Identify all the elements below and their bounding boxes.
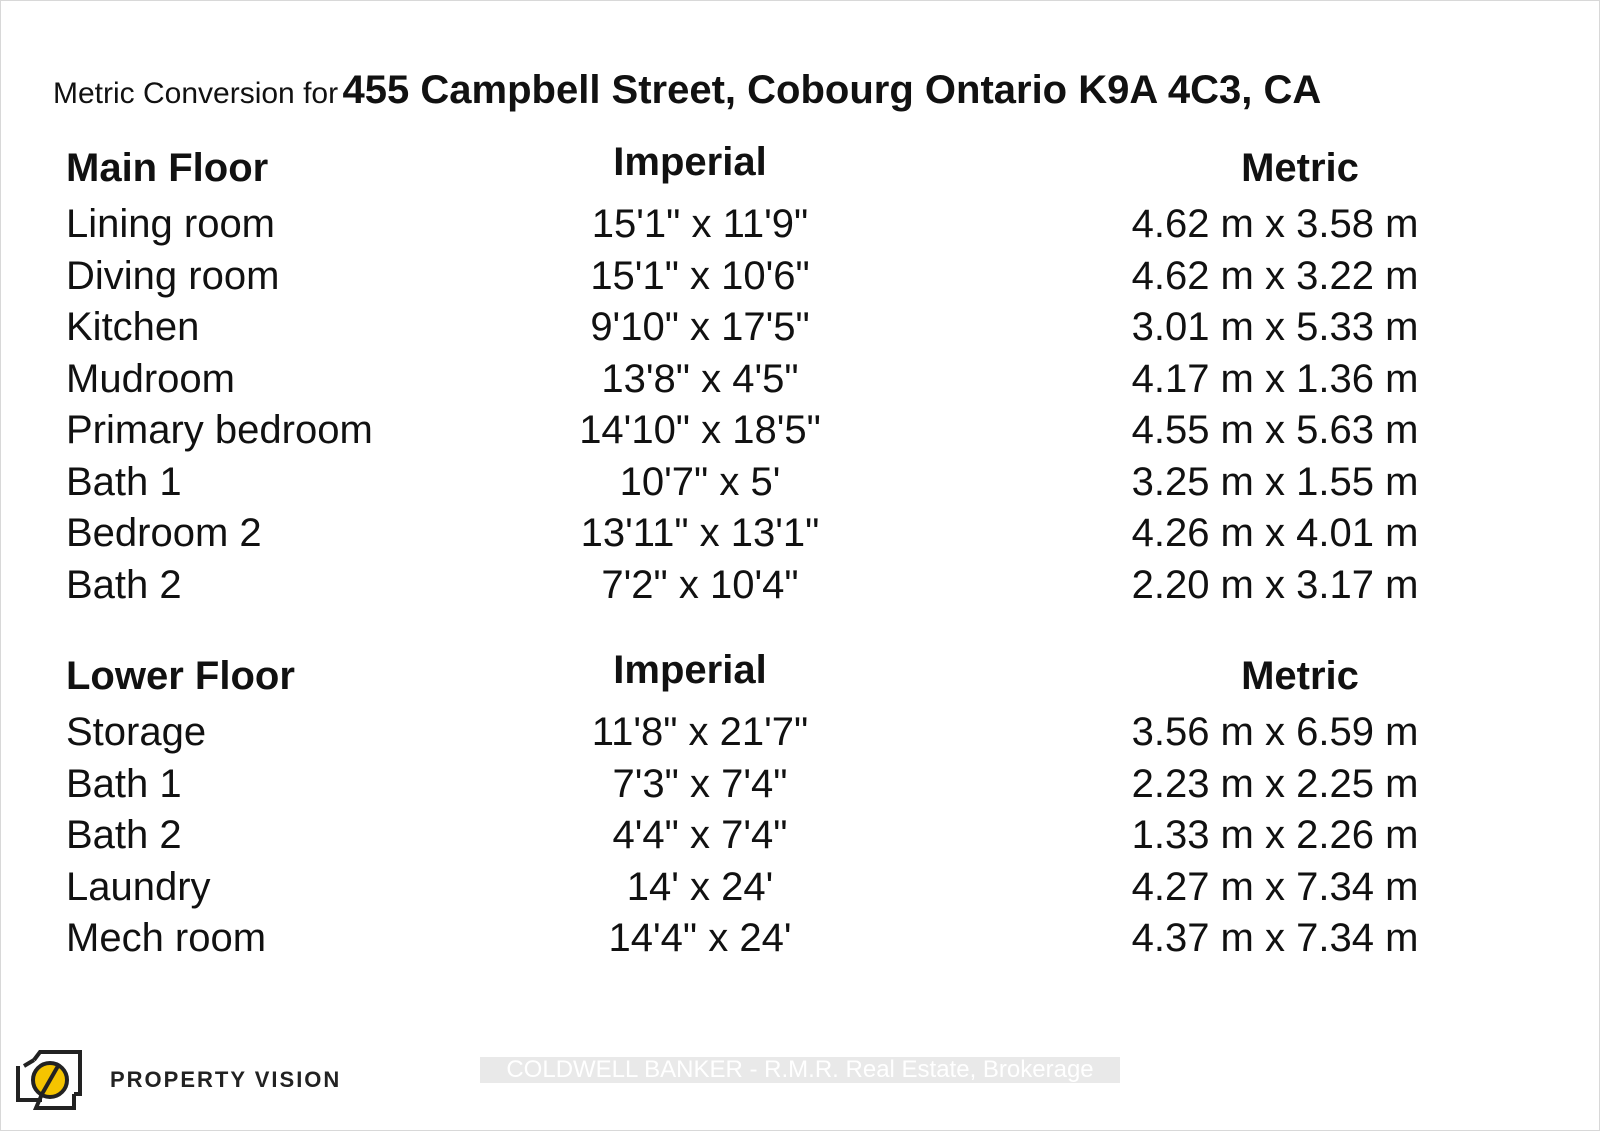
metric-dimensions: 3.01 m x 5.33 m	[1131, 305, 1419, 349]
camera-aperture-icon	[14, 1048, 84, 1112]
imperial-dimensions: 14'4" x 24'	[608, 916, 792, 960]
metric-dimensions: 4.26 m x 4.01 m	[1131, 511, 1419, 555]
metric-dimensions: 3.56 m x 6.59 m	[1131, 710, 1419, 754]
title-address: 455 Campbell Street, Cobourg Ontario K9A 4C3, CA	[342, 68, 1322, 112]
section-heading: Main Floor	[66, 146, 269, 190]
imperial-dimensions: 13'11" x 13'1"	[580, 511, 820, 555]
metric-dimensions: 4.37 m x 7.34 m	[1131, 916, 1419, 960]
imperial-dimensions: 9'10" x 17'5"	[590, 305, 810, 349]
metric-dimensions: 4.27 m x 7.34 m	[1131, 864, 1419, 909]
imperial-column-header: Imperial	[613, 140, 767, 184]
metric-dimensions: 4.17 m x 1.36 m	[1131, 356, 1419, 401]
section-header	[0, 648, 1600, 718]
room-name: Bath 1	[66, 761, 182, 806]
table-row	[0, 254, 1600, 306]
table-row	[0, 710, 1600, 762]
table-row	[0, 460, 1600, 512]
imperial-column-header: Imperial	[613, 648, 767, 692]
room-name: Kitchen	[66, 305, 200, 349]
imperial-dimensions: 14' x 24'	[626, 864, 774, 909]
imperial-dimensions: 4'4" x 7'4"	[612, 813, 788, 857]
page-title	[53, 68, 1321, 113]
imperial-dimensions: 11'8" x 21'7"	[591, 710, 809, 754]
table-row	[0, 563, 1600, 615]
table-row	[0, 865, 1600, 917]
section-main-floor	[0, 140, 1600, 614]
metric-dimensions: 2.20 m x 3.17 m	[1131, 562, 1419, 607]
room-name: Storage	[66, 710, 207, 754]
room-name: Primary bedroom	[66, 408, 373, 452]
table-row	[0, 511, 1600, 563]
table-row	[0, 305, 1600, 357]
imperial-dimensions: 7'2" x 10'4"	[601, 562, 799, 607]
table-row	[0, 357, 1600, 409]
room-name: Bath 1	[66, 459, 182, 504]
imperial-dimensions: 15'1" x 11'9"	[591, 202, 809, 246]
room-name: Bedroom 2	[66, 511, 262, 555]
room-name: Diving room	[66, 253, 280, 298]
metric-dimensions: 2.23 m x 2.25 m	[1131, 761, 1419, 806]
property-vision-logo	[14, 1048, 341, 1112]
metric-dimensions: 3.25 m x 1.55 m	[1131, 459, 1419, 504]
brand-name: PROPERTY VISION	[110, 1067, 342, 1092]
metric-dimensions: 4.62 m x 3.58 m	[1131, 202, 1419, 246]
metric-dimensions: 4.62 m x 3.22 m	[1131, 253, 1419, 298]
title-prefix: Metric Conversion for	[53, 77, 339, 110]
imperial-dimensions: 10'7" x 5'	[619, 459, 781, 504]
room-name: Laundry	[66, 864, 211, 909]
section-heading: Lower Floor	[66, 654, 295, 698]
table-row	[0, 813, 1600, 865]
table-row	[0, 202, 1600, 254]
room-name: Lining room	[66, 202, 276, 246]
table-row	[0, 762, 1600, 814]
imperial-dimensions: 7'3" x 7'4"	[612, 761, 788, 806]
section-header	[0, 140, 1600, 210]
metric-dimensions: 4.55 m x 5.63 m	[1131, 408, 1419, 452]
imperial-dimensions: 13'8" x 4'5"	[601, 356, 799, 401]
imperial-dimensions: 15'1" x 10'6"	[590, 253, 810, 298]
section-lower-floor	[0, 648, 1600, 968]
metric-column-header: Metric	[1241, 146, 1359, 190]
metric-column-header: Metric	[1241, 654, 1359, 698]
metric-dimensions: 1.33 m x 2.26 m	[1131, 813, 1419, 857]
room-name: Bath 2	[66, 562, 182, 607]
brokerage-watermark: COLDWELL BANKER - R.M.R. Real Estate, Brokerage	[480, 1057, 1120, 1083]
imperial-dimensions: 14'10" x 18'5"	[579, 408, 821, 452]
room-name: Mudroom	[66, 356, 235, 401]
room-name: Bath 2	[66, 813, 182, 857]
room-name: Mech room	[66, 916, 267, 960]
table-row	[0, 408, 1600, 460]
table-row	[0, 916, 1600, 968]
